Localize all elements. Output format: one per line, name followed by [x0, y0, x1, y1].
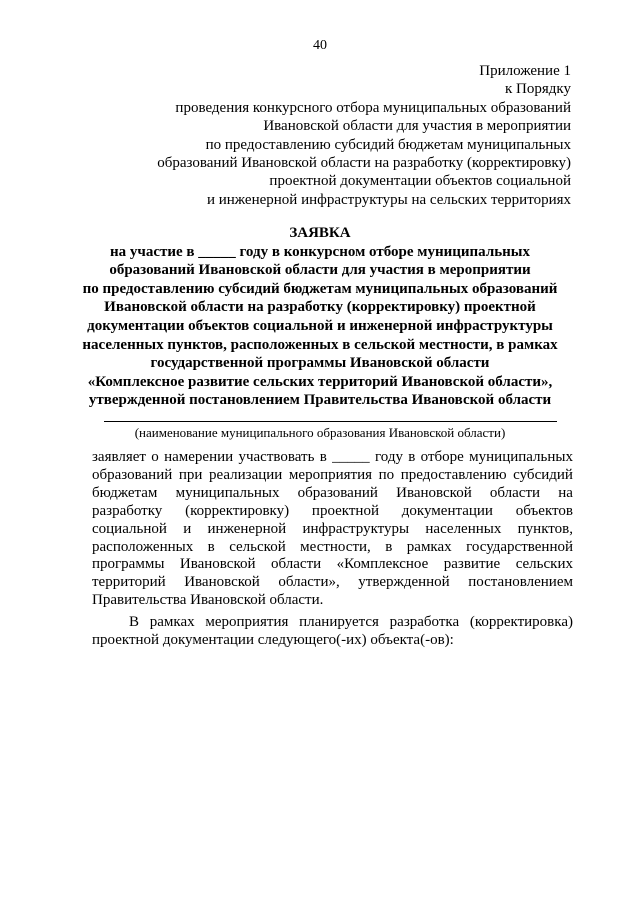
word: в [408, 449, 416, 465]
title-line: Ивановской области на разработку (корректировку) проектной [104, 299, 536, 316]
word: _____ [332, 449, 370, 465]
word: субсидий [513, 466, 573, 483]
title-line: на участие в _____ году в конкурсном отборе муниципальных [109, 243, 531, 260]
annex-line: Ивановской области для участия в мероприятии [263, 118, 571, 135]
word: программы [92, 556, 165, 573]
word: реализации [209, 466, 283, 483]
annex-line: по предоставлению субсидий бюджетам муниципальных [205, 136, 571, 153]
word: (корректировку) [185, 502, 290, 519]
body-text [92, 449, 573, 650]
word: при [178, 466, 203, 483]
word: мероприятия [288, 466, 373, 483]
paragraph-2 [92, 614, 573, 650]
word: планируется [299, 614, 379, 631]
word: Ивановской [179, 556, 256, 573]
title-line: «Комплексное развитие сельских территорий Ивановской области», [87, 373, 553, 390]
municipality-name-line [104, 421, 557, 422]
word: рамках [406, 538, 452, 555]
annex-line: и инженерной инфраструктуры на сельских территориях [206, 191, 571, 208]
text-line [92, 503, 573, 521]
word: области», [278, 574, 340, 591]
word: области [271, 556, 322, 573]
word: образований [297, 484, 378, 501]
word: в [385, 538, 393, 555]
word: сельских [515, 556, 573, 573]
application-title: ЗАЯВКА [289, 225, 351, 241]
annex-line: проведения конкурсного отбора муниципальных образований [175, 99, 571, 116]
word: расположенных [92, 538, 194, 555]
word: Ивановской [396, 484, 472, 501]
title-line: утвержденной постановлением Правительства Ивановской области [88, 392, 552, 409]
word: утвержденной [358, 574, 450, 591]
word: бюджетам [92, 484, 158, 501]
title-line: населенных пунктов, расположенных в сельской местности, в рамках [82, 336, 558, 353]
word: государственной [466, 538, 573, 555]
page-number: 40 [313, 38, 327, 53]
word: документации [401, 502, 493, 519]
word: по [378, 466, 395, 483]
word: (корректировка) [469, 614, 573, 631]
annex-line: Приложение 1 [479, 63, 571, 79]
word: и [183, 520, 192, 537]
word: развитие [443, 556, 501, 573]
title-line: образований Ивановской области для участия в мероприятии [109, 262, 531, 279]
word: проектной документации следующего(-их) объекта(-ов): [92, 632, 454, 649]
text-line [92, 614, 573, 632]
word: местности, [300, 538, 371, 555]
word: Правительства Ивановской области. [92, 592, 324, 609]
word: муниципальных [175, 484, 280, 501]
word: социальной [92, 520, 167, 537]
title-line: по предоставлению субсидий бюджетам муниципальных образований [82, 280, 558, 297]
text-line [92, 467, 573, 485]
word: области [489, 484, 541, 501]
word: году [374, 449, 403, 465]
paragraph-1 [92, 449, 573, 610]
word: на [558, 484, 573, 501]
word: в [319, 449, 327, 465]
word: инженерной [207, 520, 287, 537]
word: предоставлению [400, 466, 507, 483]
title-line: документации объектов социальной и инженерной инфраструктуры [87, 317, 553, 334]
word: сельской [229, 538, 286, 555]
text-line [92, 632, 573, 650]
annex-line: к Порядку [505, 81, 571, 98]
word: заявляет [92, 449, 146, 465]
text-line [92, 574, 573, 592]
word: рамках [149, 614, 195, 631]
word: разработка [389, 614, 460, 631]
text-line [92, 592, 573, 610]
word: территорий [92, 574, 166, 591]
word: проектной [311, 502, 379, 519]
word: участвовать [238, 449, 315, 465]
word: постановлением [468, 574, 573, 591]
word: мероприятия [205, 614, 289, 631]
text-line [92, 521, 573, 539]
word: инфраструктуры [302, 520, 410, 537]
word: муниципальных [469, 449, 573, 465]
municipality-name-caption: (наименование муниципального образования Ивановской области) [134, 425, 506, 440]
word: разработку [92, 502, 163, 519]
text-line [92, 556, 573, 574]
annex-line: образований Ивановской области на разработку (корректировку) [157, 155, 571, 172]
word: Ивановской [184, 574, 260, 591]
word: образований [92, 466, 173, 483]
word: о [151, 449, 159, 465]
title-line: государственной программы Ивановской области [150, 355, 490, 372]
application-subtitle [70, 243, 570, 410]
word: «Комплексное [336, 556, 429, 573]
word: В [129, 614, 140, 631]
annex-line: проектной документации объектов социальной [269, 173, 571, 190]
text-line [92, 449, 573, 467]
word: в [207, 538, 215, 555]
text-line [92, 539, 573, 557]
word: пунктов, [517, 520, 573, 537]
word: отборе [420, 449, 464, 465]
word: намерении [164, 449, 234, 465]
annex-header [91, 62, 571, 209]
word: населенных [425, 520, 502, 537]
application-title-block [70, 224, 570, 410]
text-line [92, 485, 573, 503]
word: объектов [515, 502, 573, 519]
